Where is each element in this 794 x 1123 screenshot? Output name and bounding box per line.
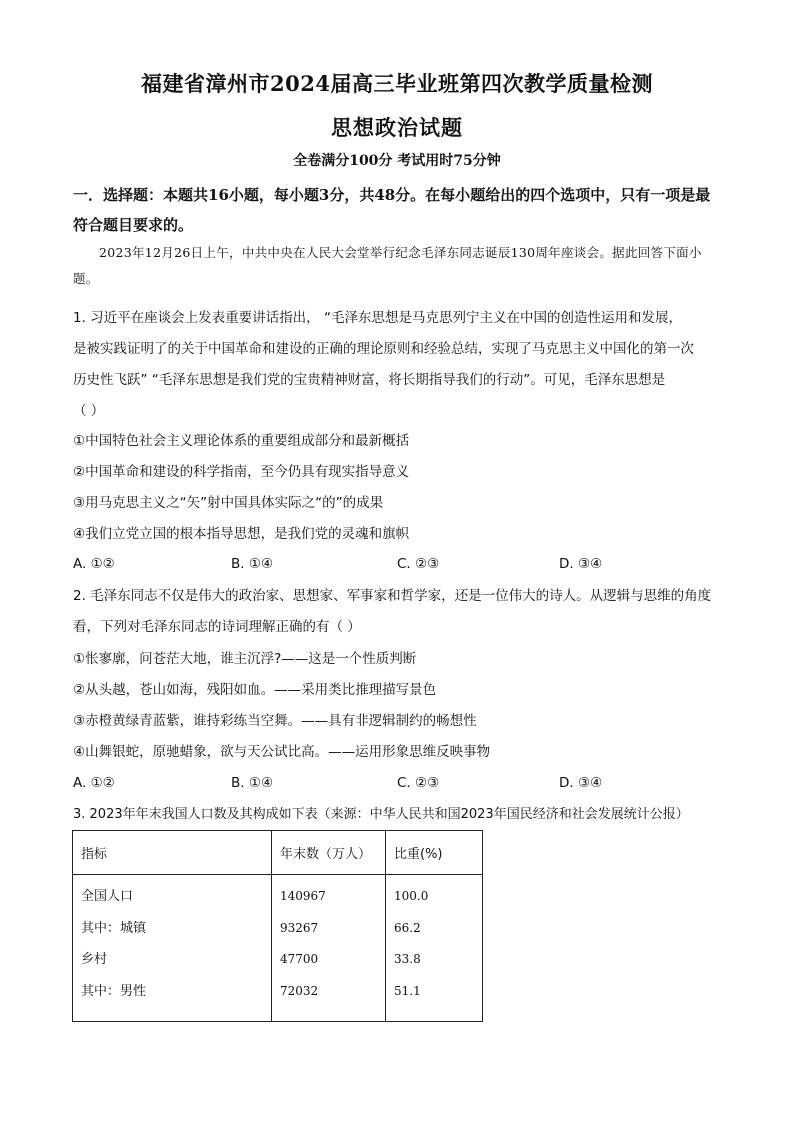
q1-options: [73, 556, 728, 576]
q1-item: ④我们立党立国的根本指导思想，是我们党的灵魂和旗帜: [73, 526, 410, 542]
indicator-column: [73, 875, 272, 1022]
q2-option-a[interactable]: A. ①②: [73, 775, 115, 791]
table-header-cell: 比重(%): [386, 831, 483, 875]
q1-option-a[interactable]: A. ①②: [73, 556, 115, 572]
table-body: [73, 875, 483, 1022]
q2-option-d[interactable]: D. ③④: [559, 775, 603, 791]
q2-item: ③赤橙黄绿青蓝紫，谁持彩练当空舞。——具有非逻辑制约的畅想性: [73, 713, 477, 729]
q2-item: ②从头越，苍山如海，残阳如血。——采用类比推理描写景色: [73, 682, 437, 698]
exam-title: 福建省漳州市2024届高三毕业班第四次教学质量检测: [141, 71, 653, 96]
table-cell: 全国人口: [81, 889, 134, 904]
q2-option-b[interactable]: B. ①④: [231, 775, 274, 791]
table-cell: 66.2: [394, 920, 421, 935]
q2-option-c[interactable]: C. ②③: [397, 775, 440, 791]
q1-item: ③用马克思主义之“矢”射中国具体实际之“的”的成果: [73, 495, 384, 511]
q2-options: [73, 775, 728, 795]
exam-info: 全卷满分100分 考试用时75分钟: [293, 153, 501, 169]
table-cell: 100.0: [394, 889, 429, 903]
q2-stem: 2. 毛泽东同志不仅是伟大的政治家、思想家、军事家和哲学家，还是一位伟大的诗人。从逻辑与思维的角度看，下列对毛泽东同志的诗词理解正确的有（ ）: [73, 588, 712, 635]
q1-stem-line-1: 1. 习近平在座谈会上发表重要讲话指出， “毛泽东思想是马克思列宁主义在中国的创造性运用和发展，: [73, 310, 682, 326]
q1-option-c[interactable]: C. ②③: [397, 556, 440, 572]
q1-item: ①中国特色社会主义理论体系的重要组成部分和最新概括: [73, 433, 410, 449]
population-table: [72, 830, 483, 1022]
percent-column: [386, 875, 483, 1022]
q1-stem-line-4: （ ）: [73, 403, 105, 419]
table-cell: 33.8: [394, 952, 421, 966]
table-cell: 51.1: [394, 983, 421, 998]
q1-stem-line-3: 历史性飞跃” “毛泽东思想是我们党的宝贵精神财富，将长期指导我们的行动”。可见，毛泽东思想是: [73, 372, 666, 388]
material-intro: 2023年12月26日上午，中共中央在人民大会堂举行纪念毛泽东同志诞辰130周年座谈会。据此回答下面小题。: [73, 245, 702, 286]
table-cell: 93267: [280, 920, 319, 935]
q2-item: ④山舞银蛇，原驰蜡象，欲与天公试比高。——运用形象思维反映事物: [73, 744, 491, 760]
section-heading: 一．选择题：本题共16小题，每小题3分，共48分。在每小题给出的四个选项中，只有一项是最符合题目要求的。: [73, 186, 711, 234]
table-cell: 72032: [280, 983, 319, 998]
table-cell: 47700: [280, 952, 319, 966]
table-header-cell: 指标: [73, 831, 272, 875]
q1-item: ②中国革命和建设的科学指南，至今仍具有现实指导意义: [73, 464, 410, 480]
q3-stem: 3. 2023年年末我国人口数及其构成如下表（来源：中华人民共和国2023年国民经济和社会发展统计公报）: [73, 807, 689, 822]
table-header-row: [73, 831, 483, 875]
table-cell: 乡村: [81, 952, 108, 967]
table-cell: 140967: [280, 889, 326, 903]
subject-title: 思想政治试题: [331, 115, 463, 140]
table-cell: 其中：男性: [81, 983, 147, 999]
table-cell: 其中：城镇: [81, 920, 147, 936]
count-column: [272, 875, 386, 1022]
q1-option-b[interactable]: B. ①④: [231, 556, 274, 572]
q1-stem-line-2: 是被实践证明了的关于中国革命和建设的正确的理论原则和经验总结，实现了马克思主义中国化的第一次: [73, 341, 694, 357]
q1-option-d[interactable]: D. ③④: [559, 556, 603, 572]
q2-item: ①怅寥廓，问苍茫大地，谁主沉浮?——这是一个性质判断: [73, 651, 417, 667]
table-header-cell: 年末数（万人）: [272, 831, 386, 875]
